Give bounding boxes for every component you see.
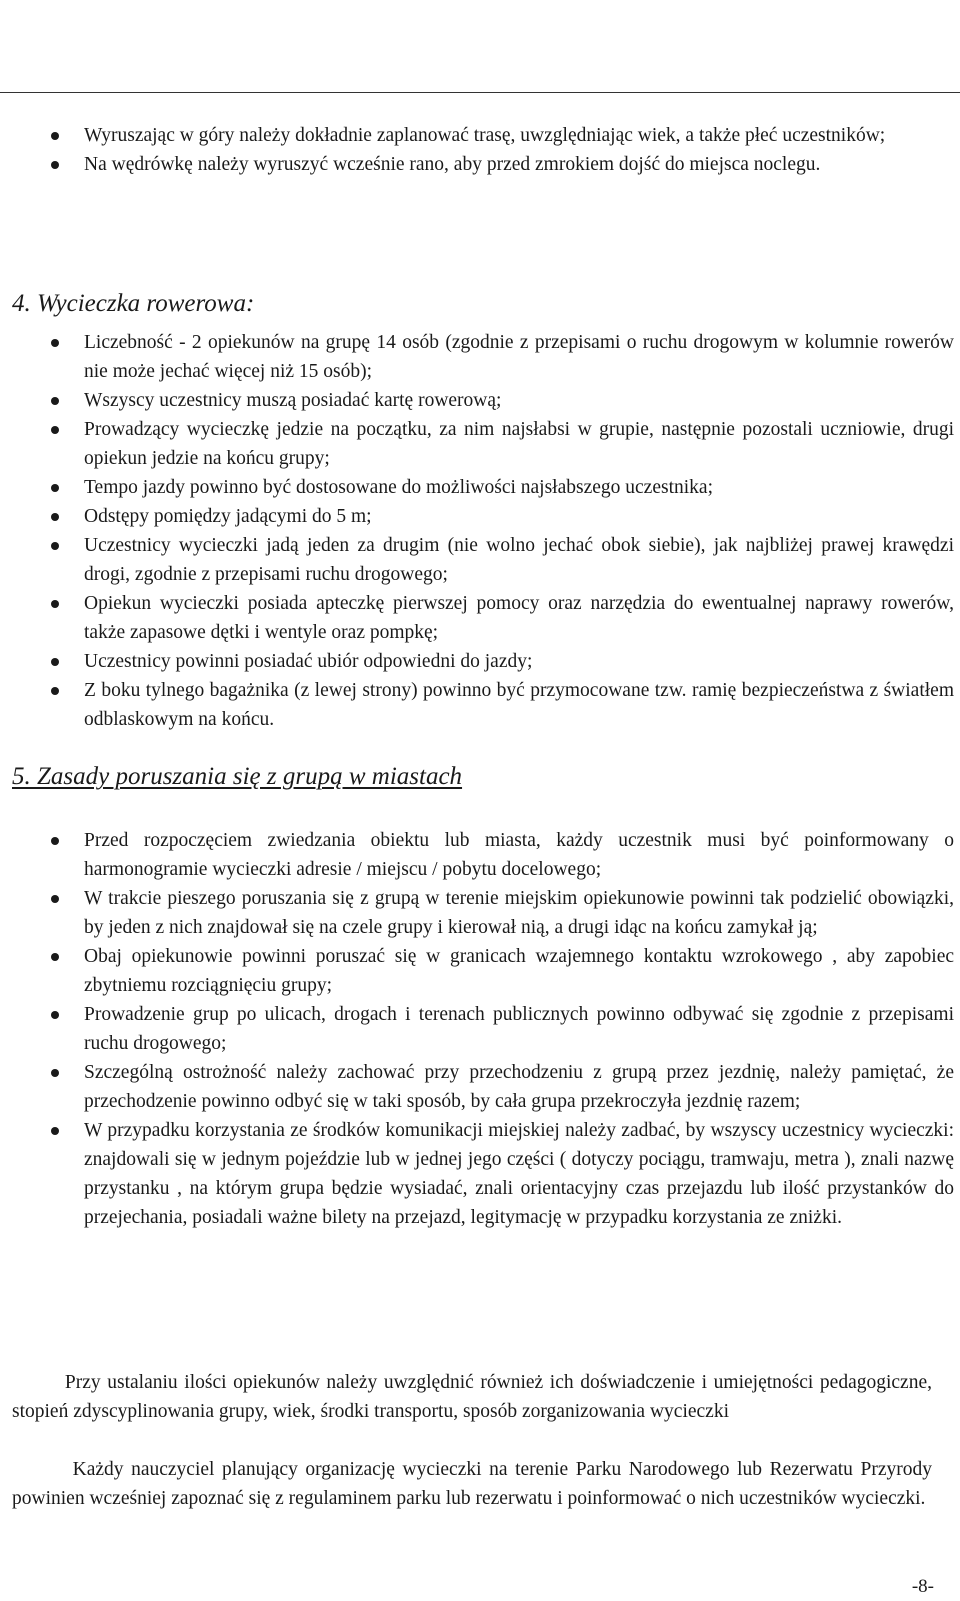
list-item — [0, 150, 954, 179]
bullet-icon — [51, 542, 59, 550]
bullet-icon — [51, 1127, 59, 1135]
bullet-icon — [51, 397, 59, 405]
bullet-icon — [51, 687, 59, 695]
bullet-icon — [51, 837, 59, 845]
list-item — [0, 589, 954, 647]
list-item-text: W trakcie pieszego poruszania się z grupą w terenie miejskim opiekunowie powinni tak podzielić obowiązki, by jeden z nich znajdował się na czele grupy i kierował nią, a drugi idąc na końcu zamykał ją; — [84, 888, 954, 938]
header-line-3: im. Mikołaja Kopernika — [406, 40, 546, 56]
list-item-text: Na wędrówkę należy wyruszyć wcześnie rano, aby przed zmrokiem dojść do miejsca noclegu. — [84, 154, 821, 175]
header-line-1: PROCEDURY ORGANIZACJI WYCIECZEK /IMPREZ SZKOLNYCH — [262, 0, 690, 16]
list-item — [0, 531, 954, 589]
list-item — [0, 1000, 954, 1058]
list-item — [0, 473, 954, 502]
bullet-icon — [51, 895, 59, 903]
section-4-list — [0, 328, 960, 734]
bullet-icon — [51, 658, 59, 666]
list-item — [0, 1058, 954, 1116]
list-item — [0, 386, 954, 415]
list-item — [0, 942, 954, 1000]
closing-paragraph-1: Przy ustalaniu ilości opiekunów należy uwzględnić również ich doświadczenie i umiejętności pedagogiczne, stopień zdyscyplinowania grupy, wiek, środki transportu, sposób zorganizowania wycieczki — [12, 1372, 932, 1422]
list-item — [0, 826, 954, 884]
intro-list — [0, 121, 960, 179]
list-item-text: Uczestnicy wycieczki jadą jeden za drugim (nie wolno jechać obok siebie), jak najbliżej prawej krawędzi drogi, zgodnie z przepisami ruchu drogowego; — [84, 535, 954, 585]
bullet-icon — [51, 1011, 59, 1019]
list-item-text: Obaj opiekunowie powinni poruszać się w granicach wzajemnego kontaktu wzrokowego , aby zapobiec zbytniemu rozciągnięciu grupy; — [84, 946, 954, 996]
list-item — [0, 647, 954, 676]
list-item — [0, 415, 954, 473]
header-line-4: w Radomiu — [442, 60, 510, 76]
bullet-icon — [51, 1069, 59, 1077]
section-5-title: 5. Zasady poruszania się z grupą w miastach — [12, 763, 463, 790]
list-item-text: Odstępy pomiędzy jadącymi do 5 m; — [84, 506, 372, 527]
list-item — [0, 502, 954, 531]
list-item-text: Liczebność - 2 opiekunów na grupę 14 osób (zgodnie z przepisami o ruchu drogowym w kolumnie rowerów nie może jechać więcej niż 15 osób); — [84, 332, 954, 382]
bullet-icon — [51, 600, 59, 608]
list-item — [0, 676, 954, 734]
bullet-icon — [51, 484, 59, 492]
page-header — [0, 0, 960, 93]
bullet-icon — [51, 161, 59, 169]
list-item-text: W przypadku korzystania ze środków komunikacji miejskiej należy zadbać, by wszyscy uczestnicy wycieczki: znajdowali się w jednym pojeździe lub w jednej jego części ( dotyczy pociągu, tramwaju, metra ), znali nazwę przystanku , na którym grupa będzie wysiadać, znali orientacyjny czas przejazdu lub ilość przystanków do przejechania, posiadali ważne bilety na przejazd, legitymację w przypadku korzystania ze zniżki. — [84, 1120, 954, 1228]
list-item-text: Prowadzenie grup po ulicach, drogach i terenach publicznych powinno odbywać się zgodnie z przepisami ruchu drogowego; — [84, 1004, 954, 1054]
section-4-title: 4. Wycieczka rowerowa: — [12, 290, 255, 317]
list-item-text: Prowadzący wycieczkę jedzie na początku, za nim najsłabsi w grupie, następnie pozostali uczniowie, drugi opiekun jedzie na końcu grupy; — [84, 419, 954, 469]
bullet-icon — [51, 426, 59, 434]
closing-paragraph-2: Każdy nauczyciel planujący organizację wycieczki na terenie Parku Narodowego lub Rezerwatu Przyrody powinien wcześniej zapoznać się z regulaminem parku lub rezerwatu i poinformować o nich uczestników wycieczki. — [12, 1459, 932, 1509]
list-item-text: Szczególną ostrożność należy zachować przy przechodzeniu z grupą przez jezdnię, należy pamiętać, że przechodzenie powinno odbyć się w taki sposób, by cała grupa przekroczyła jezdnię razem; — [84, 1062, 954, 1112]
section-5-list — [0, 826, 960, 1232]
list-item — [0, 328, 954, 386]
list-item — [0, 121, 954, 150]
bullet-icon — [51, 953, 59, 961]
list-item — [0, 1116, 954, 1232]
list-item — [0, 884, 954, 942]
list-item-text: Z boku tylnego bagażnika (z lewej strony) powinno być przymocowane tzw. ramię bezpieczeństwa z światłem odblaskowym na końcu. — [84, 680, 954, 730]
bullet-icon — [51, 339, 59, 347]
list-item-text: Przed rozpoczęciem zwiedzania obiektu lub miasta, każdy uczestnik musi być poinformowany o harmonogramie wycieczki adresie / miejscu / pobytu docelowego; — [84, 830, 954, 880]
list-item-text: Wyruszając w góry należy dokładnie zaplanować trasę, uwzględniając wiek, a także płeć uczestników; — [84, 125, 886, 146]
list-item-text: Tempo jazdy powinno być dostosowane do możliwości najsłabszego uczestnika; — [84, 477, 713, 498]
header-line-2: W I LICEUM OGÓLNOKSZTAŁCĄCYM — [349, 20, 603, 36]
bullet-icon — [51, 513, 59, 521]
list-item-text: Wszyscy uczestnicy muszą posiadać kartę rowerową; — [84, 390, 502, 411]
list-item-text: Uczestnicy powinni posiadać ubiór odpowiedni do jazdy; — [84, 651, 533, 672]
page-number: -8- — [911, 1576, 934, 1597]
list-item-text: Opiekun wycieczki posiada apteczkę pierwszej pomocy oraz narzędzia do ewentualnej naprawy rowerów, także zapasowe dętki i wentyle oraz pompkę; — [84, 593, 954, 643]
bullet-icon — [51, 132, 59, 140]
